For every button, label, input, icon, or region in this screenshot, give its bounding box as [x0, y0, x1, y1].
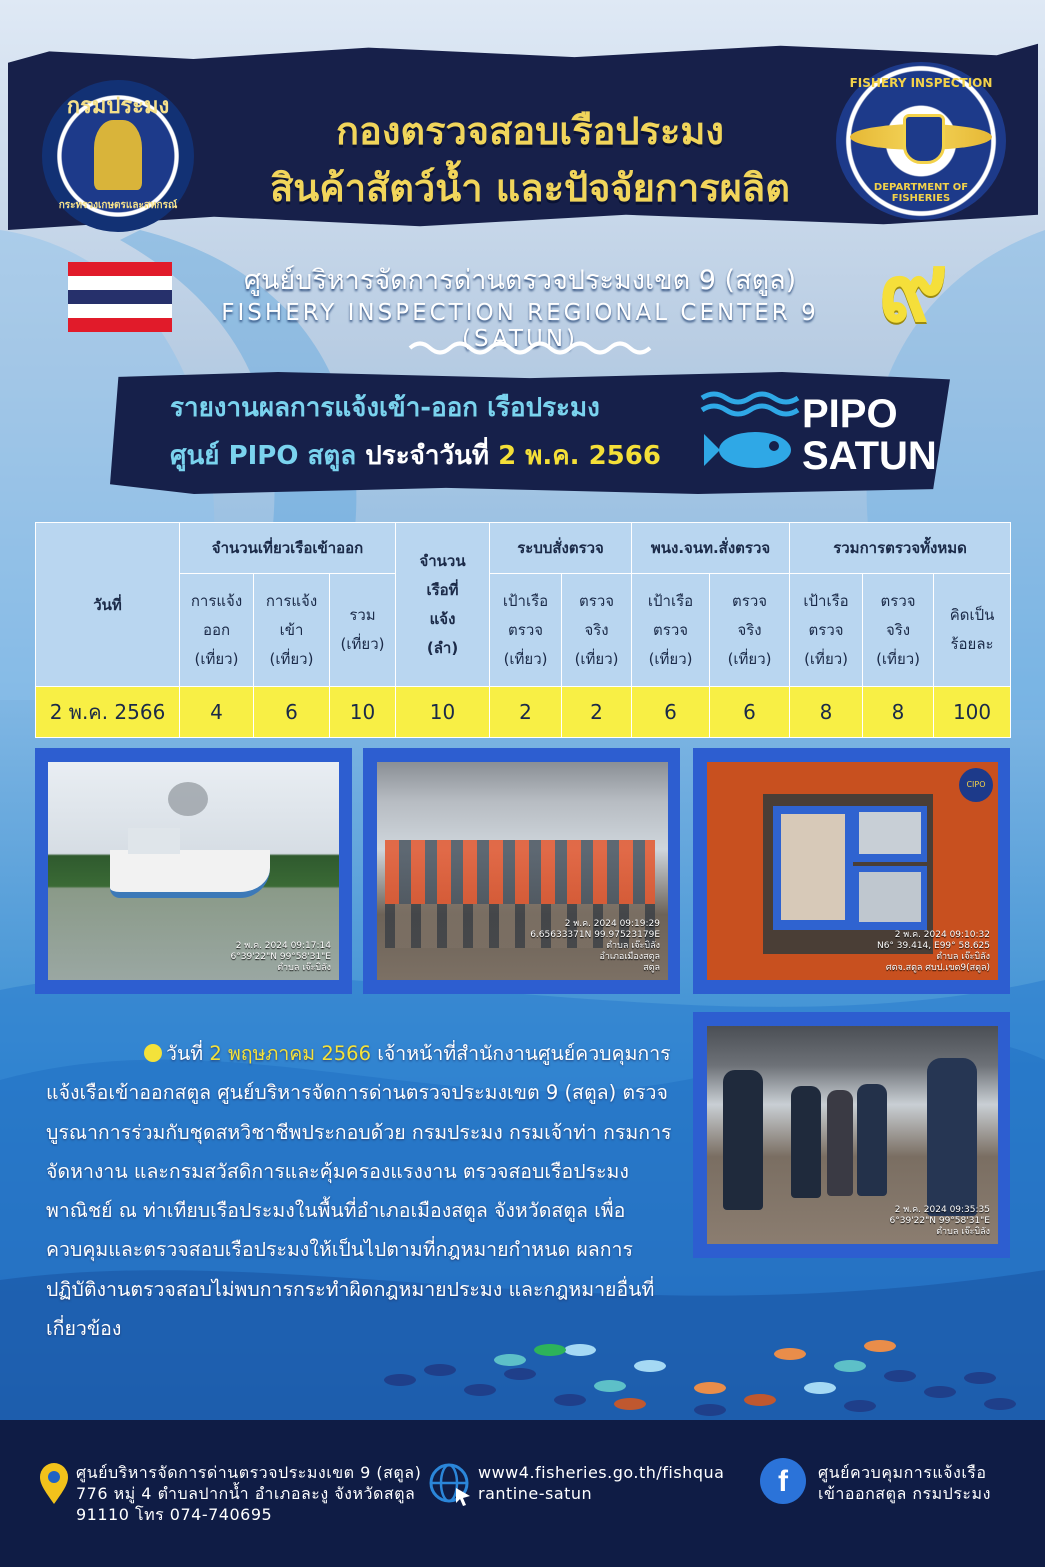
- col-header-officer-actual: ตรวจ จริง (เที่ยว): [710, 574, 790, 687]
- officer-2: [791, 1086, 821, 1198]
- footer-address: ศูนย์บริหารจัดการด่านตรวจประมงเขต 9 (สตูล) 776 หมู่ 4 ตำบลปากน้ำ อำเภอละงู จังหวัดสตูล 91110 โทร 074-740695: [76, 1463, 422, 1524]
- col-header-percent: คิดเป็น ร้อยละ: [934, 574, 1011, 687]
- col-header-officer-target: เป้าเรือ ตรวจ (เที่ยว): [632, 574, 710, 687]
- photo-catch-crates: [707, 762, 998, 980]
- header-title-line2: สินค้าสัตว์น้ำ และปัจจัยการผลิต: [270, 166, 790, 210]
- col-header-date: วันที่: [36, 523, 180, 687]
- cell-trips-total: 10: [330, 687, 396, 738]
- report-date: 2 พ.ค. 2566: [498, 441, 661, 471]
- shield-emblem: [903, 114, 945, 164]
- bullet-dot: [144, 1044, 162, 1062]
- report-title-line1: รายงานผลการแจ้งเข้า-ออก เรือประมง: [170, 393, 600, 423]
- seal-left-top-text: กรมประมง: [66, 94, 170, 119]
- fish-school-decoration: [380, 1330, 1030, 1430]
- group-header-system: ระบบสั่งตรวจ: [490, 523, 632, 574]
- cell-officer-actual: 6: [710, 687, 790, 738]
- cell-total-actual: 8: [863, 687, 934, 738]
- header-title-line1: กองตรวจสอบเรือประมง: [336, 109, 724, 153]
- seal-left-emblem: [94, 120, 142, 190]
- paragraph-body: เจ้าหน้าที่สำนักงานศูนย์ควบคุมการแจ้งเรือเข้าออกสตูล ศูนย์บริหารจัดการด่านตรวจประมงเขต 9 (สตูล) ตรวจบูรณาการร่วมกับชุดสหวิชาชีพประกอบด้วย กรมประมง กรมเจ้าท่า กรมการจัดหางาน และกรมสวัสดิการและคุ้มครองแรงงาน ตรวจสอบเรือประมงพาณิชย์ ณ ท่าเทียบเรือประมงในพื้นที่อำเภอเมืองสตูล จังหวัดสตูล เพื่อควบคุมและตรวจสอบเรือประมงให้เป็นไปตามที่กฎหมายกำหนด ผลการปฏิบัติงานตรวจสอบไม่พบการกระทำผิดกฎหมายประมง และกฎหมายอื่นที่เกี่ยวข้อง: [46, 1042, 672, 1341]
- cipo-badge: CIPO: [959, 768, 993, 802]
- cell-date: 2 พ.ค. 2566: [36, 687, 180, 738]
- photo-fishing-boat: [48, 762, 339, 980]
- table-row: [36, 687, 1011, 738]
- fishery-inspection-seal-right: [836, 62, 1006, 220]
- group-header-officer: พนง.จนท.สั่งตรวจ: [632, 523, 790, 574]
- col-header-system-target: เป้าเรือ ตรวจ (เที่ยว): [490, 574, 562, 687]
- officer-5: [927, 1058, 977, 1216]
- paragraph-lead: วันที่: [166, 1042, 210, 1065]
- table-group-header-row: [36, 523, 1011, 574]
- seal-right-bottom-text: DEPARTMENT OF FISHERIES: [873, 182, 969, 204]
- report-paragraph: [46, 1034, 674, 1348]
- pipo-logo-text: PIPO: [802, 392, 898, 436]
- col-header-trips-total: รวม (เที่ยว): [330, 574, 396, 687]
- col-header-trips-in: การแจ้ง เข้า (เที่ยว): [254, 574, 330, 687]
- center-name-thai: ศูนย์บริหารจัดการด่านตรวจประมงเขต 9 (สตูล): [243, 265, 797, 296]
- photo-crew-lineup: [377, 762, 668, 980]
- location-pin-icon: [38, 1462, 70, 1506]
- inspection-table: [35, 522, 1011, 738]
- report-title-line2: [170, 435, 661, 476]
- globe-cursor-icon: [428, 1462, 474, 1508]
- wave-divider: [408, 338, 654, 358]
- smoke: [168, 782, 208, 816]
- col-header-vessels: จำนวน เรือที่ แจ้ง (ลำ): [396, 523, 490, 687]
- group-header-total: รวมการตรวจทั้งหมด: [790, 523, 1011, 574]
- col-header-total-target: เป้าเรือ ตรวจ (เที่ยว): [790, 574, 863, 687]
- thai-numeral-nine: ๙: [877, 231, 949, 343]
- photo-officers-meeting: [707, 1026, 998, 1244]
- cell-system-target: 2: [490, 687, 562, 738]
- photo-stamp: 2 พ.ค. 2024 09:35:35 6°39'22"N 99°58'31"E ตำบล เจ๊ะบิลัง: [889, 1205, 990, 1237]
- table-sub-header-row: [36, 574, 1011, 687]
- seal-left-bottom-text: กระทรวงเกษตรและสหกรณ์: [58, 200, 178, 211]
- facebook-icon[interactable]: f: [760, 1458, 806, 1504]
- crate-fish-top: [853, 806, 927, 862]
- crate-shrimp: [773, 806, 853, 930]
- footer-website[interactable]: www4.fisheries.go.th/fishqua rantine-satun: [478, 1463, 725, 1503]
- report-center-name: ศูนย์ PIPO สตูล: [170, 441, 366, 471]
- cell-system-actual: 2: [562, 687, 632, 738]
- col-header-total-actual: ตรวจ จริง (เที่ยว): [863, 574, 934, 687]
- photo-stamp: 2 พ.ค. 2024 09:19:29 6.65633371N 99.97523179E ตำบล เจ๊ะบิลัง อำเภอเมืองสตูล สตูล: [530, 919, 660, 973]
- cell-vessels: 10: [396, 687, 490, 738]
- col-header-system-actual: ตรวจ จริง (เที่ยว): [562, 574, 632, 687]
- officer-1: [723, 1070, 763, 1210]
- center-name-english: FISHERY INSPECTION REGIONAL CENTER 9 (SATUN): [221, 300, 819, 352]
- group-header-trips: จำนวนเที่ยวเรือเข้าออก: [180, 523, 396, 574]
- officer-4: [857, 1084, 887, 1196]
- seal-right-top-text: FISHERY INSPECTION: [849, 76, 993, 90]
- photo-stamp: 2 พ.ค. 2024 09:17:14 6°39'22"N 99°58'31"E ตำบล เจ๊ะบิลัง: [230, 941, 331, 973]
- cell-trips-out: 4: [180, 687, 254, 738]
- boat-cabin: [128, 828, 180, 854]
- cell-officer-target: 6: [632, 687, 710, 738]
- crate-fish-bottom: [853, 866, 927, 930]
- department-seal-left: [42, 80, 194, 232]
- cell-total-target: 8: [790, 687, 863, 738]
- footer-facebook[interactable]: ศูนย์ควบคุมการแจ้งเรือ เข้าออกสตูล กรมประมง: [818, 1463, 991, 1503]
- cell-trips-in: 6: [254, 687, 330, 738]
- cell-percent: 100: [934, 687, 1011, 738]
- thai-flag: [68, 262, 172, 332]
- crew-group: [385, 840, 655, 904]
- officer-3: [827, 1090, 853, 1196]
- boat-hull: [110, 850, 270, 898]
- photo-stamp: 2 พ.ค. 2024 09:10:32 N6° 39.414, E99° 58.625 ตำบล เจ๊ะบิลัง ศตจ.สตูล ศบป.เขต9(สตูล): [876, 930, 990, 973]
- paragraph-date: 2 พฤษภาคม 2566: [209, 1042, 371, 1065]
- report-daily-label: ประจำวันที่: [365, 441, 499, 471]
- col-header-trips-out: การแจ้ง ออก (เที่ยว): [180, 574, 254, 687]
- satun-logo-text: SATUN: [802, 434, 937, 478]
